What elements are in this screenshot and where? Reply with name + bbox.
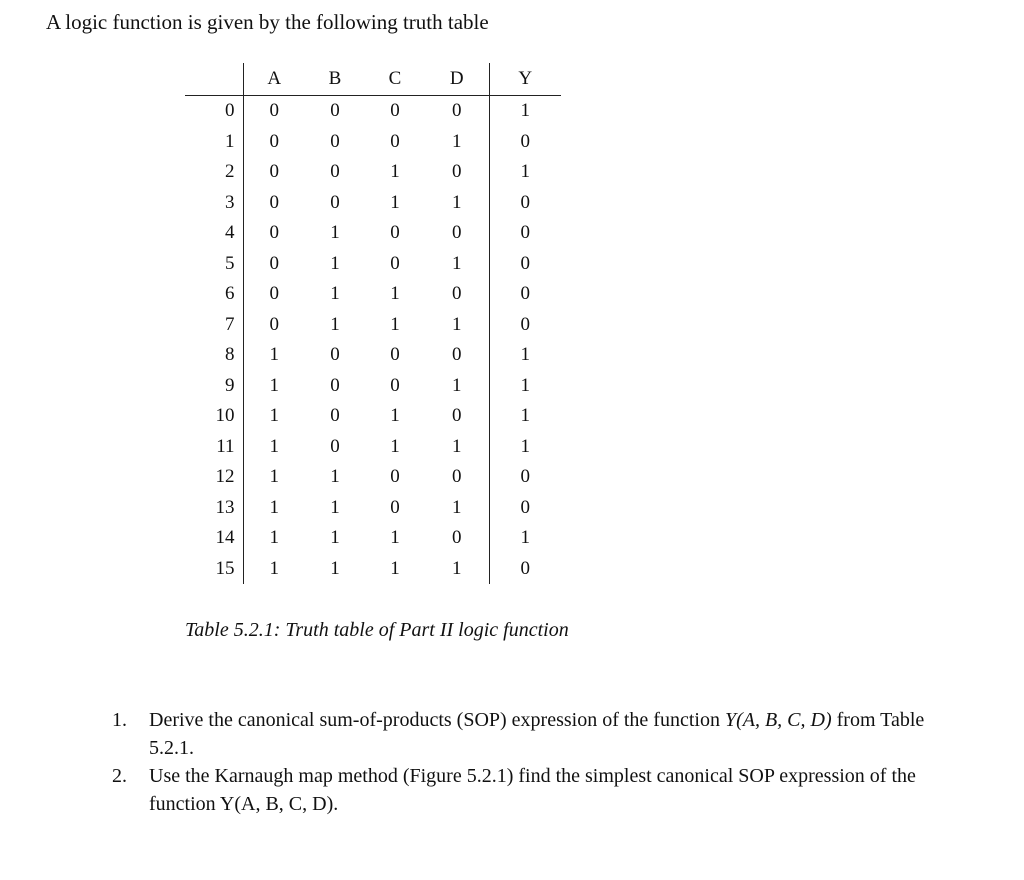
question-1-text-after: from Table 5.2.1. [149, 709, 925, 759]
truth-table-row [185, 310, 561, 341]
row-index: 0 [225, 100, 235, 122]
cell-y: 0 [489, 218, 561, 249]
cell-c: 1 [390, 283, 400, 305]
truth-table-row [185, 554, 561, 585]
cell-c: 1 [390, 405, 400, 427]
truth-table-header-row [185, 63, 561, 96]
cell-c: 0 [390, 496, 400, 518]
cell-b: 1 [330, 313, 340, 335]
intro-text: A logic function is given by the following truth table [46, 10, 489, 34]
cell-y: 0 [489, 127, 561, 158]
truth-table-row [185, 462, 561, 493]
row-index: 13 [215, 496, 235, 518]
question-1-number: 1. [112, 709, 127, 731]
header-b: B [305, 63, 365, 96]
cell-b: 1 [330, 252, 340, 274]
cell-y: 0 [489, 188, 561, 219]
cell-y: 0 [489, 493, 561, 524]
truth-table-row [185, 157, 561, 188]
table-caption: Table 5.2.1: Truth table of Part II logic function [185, 619, 569, 641]
cell-d: 0 [452, 222, 462, 244]
row-index: 1 [225, 130, 235, 152]
cell-c: 0 [390, 344, 400, 366]
truth-table-row [185, 340, 561, 371]
cell-a: 1 [243, 432, 305, 463]
truth-table-row [185, 493, 561, 524]
cell-a: 1 [243, 523, 305, 554]
truth-table-row [185, 371, 561, 402]
cell-y: 1 [489, 96, 561, 127]
cell-d: 1 [452, 435, 462, 457]
cell-y: 1 [489, 523, 561, 554]
cell-c: 0 [390, 252, 400, 274]
cell-b: 0 [330, 374, 340, 396]
row-index: 12 [215, 466, 235, 488]
header-a: A [243, 63, 305, 96]
cell-c: 0 [390, 130, 400, 152]
truth-table-row [185, 188, 561, 219]
cell-d: 1 [452, 130, 462, 152]
question-list [112, 706, 972, 818]
cell-c: 1 [390, 557, 400, 579]
cell-a: 1 [243, 401, 305, 432]
cell-a: 0 [243, 310, 305, 341]
cell-d: 1 [452, 496, 462, 518]
row-index: 7 [225, 313, 235, 335]
cell-y: 1 [489, 157, 561, 188]
cell-y: 0 [489, 554, 561, 585]
cell-c: 1 [390, 191, 400, 213]
row-index: 2 [225, 161, 235, 183]
header-d: D [425, 63, 489, 96]
truth-table-row [185, 401, 561, 432]
cell-b: 1 [330, 557, 340, 579]
row-index: 5 [225, 252, 235, 274]
cell-a: 0 [243, 96, 305, 127]
cell-d: 1 [452, 191, 462, 213]
cell-b: 0 [330, 130, 340, 152]
row-index: 6 [225, 283, 235, 305]
cell-d: 0 [452, 161, 462, 183]
header-y: Y [489, 63, 561, 96]
question-2 [112, 762, 972, 818]
cell-d: 0 [452, 527, 462, 549]
cell-d: 1 [452, 374, 462, 396]
row-index: 15 [215, 557, 235, 579]
cell-d: 0 [452, 466, 462, 488]
truth-table-row [185, 96, 561, 127]
cell-d: 1 [452, 313, 462, 335]
cell-y: 1 [489, 371, 561, 402]
cell-a: 0 [243, 249, 305, 280]
cell-a: 0 [243, 188, 305, 219]
cell-a: 0 [243, 218, 305, 249]
truth-table-row [185, 279, 561, 310]
cell-c: 1 [390, 161, 400, 183]
cell-a: 0 [243, 279, 305, 310]
cell-b: 0 [330, 405, 340, 427]
cell-c: 0 [390, 466, 400, 488]
truth-table-container [185, 63, 561, 584]
cell-d: 1 [452, 557, 462, 579]
cell-b: 1 [330, 466, 340, 488]
cell-y: 1 [489, 432, 561, 463]
cell-a: 0 [243, 157, 305, 188]
truth-table-row [185, 127, 561, 158]
header-index-blank [185, 63, 243, 96]
cell-a: 1 [243, 340, 305, 371]
cell-d: 1 [452, 252, 462, 274]
cell-c: 0 [390, 374, 400, 396]
cell-c: 0 [390, 222, 400, 244]
question-1 [112, 706, 972, 762]
row-index: 10 [215, 405, 235, 427]
cell-y: 0 [489, 462, 561, 493]
cell-d: 0 [452, 283, 462, 305]
question-2-text: Use the Karnaugh map method (Figure 5.2.1) find the simplest canonical SOP expression of the function Y(A, B, C, D). [149, 765, 916, 815]
cell-b: 1 [330, 222, 340, 244]
cell-d: 0 [452, 100, 462, 122]
row-index: 9 [225, 374, 235, 396]
cell-a: 1 [243, 462, 305, 493]
cell-b: 0 [330, 435, 340, 457]
row-index: 8 [225, 344, 235, 366]
cell-b: 0 [330, 100, 340, 122]
truth-table-row [185, 432, 561, 463]
cell-y: 0 [489, 279, 561, 310]
cell-a: 1 [243, 493, 305, 524]
row-index: 3 [225, 191, 235, 213]
question-1-text-before: Derive the canonical sum-of-products (SOP) expression of the function [149, 709, 725, 731]
truth-table-row [185, 523, 561, 554]
truth-table-row [185, 218, 561, 249]
header-c: C [365, 63, 425, 96]
cell-y: 1 [489, 340, 561, 371]
cell-y: 1 [489, 401, 561, 432]
cell-b: 0 [330, 161, 340, 183]
cell-b: 0 [330, 344, 340, 366]
cell-a: 1 [243, 371, 305, 402]
truth-table [185, 63, 561, 584]
cell-b: 1 [330, 527, 340, 549]
cell-d: 0 [452, 405, 462, 427]
question-1-function-ref: Y(A, B, C, D) [724, 709, 832, 731]
row-index: 14 [215, 527, 235, 549]
cell-d: 0 [452, 344, 462, 366]
cell-a: 0 [243, 127, 305, 158]
truth-table-body [185, 96, 561, 585]
cell-a: 1 [243, 554, 305, 585]
cell-y: 0 [489, 249, 561, 280]
cell-b: 1 [330, 496, 340, 518]
cell-b: 0 [330, 191, 340, 213]
question-2-number: 2. [112, 765, 127, 787]
cell-c: 1 [390, 313, 400, 335]
cell-c: 1 [390, 527, 400, 549]
cell-c: 0 [390, 100, 400, 122]
cell-y: 0 [489, 310, 561, 341]
truth-table-row [185, 249, 561, 280]
cell-c: 1 [390, 435, 400, 457]
cell-b: 1 [330, 283, 340, 305]
row-index: 11 [216, 435, 235, 457]
row-index: 4 [225, 222, 235, 244]
